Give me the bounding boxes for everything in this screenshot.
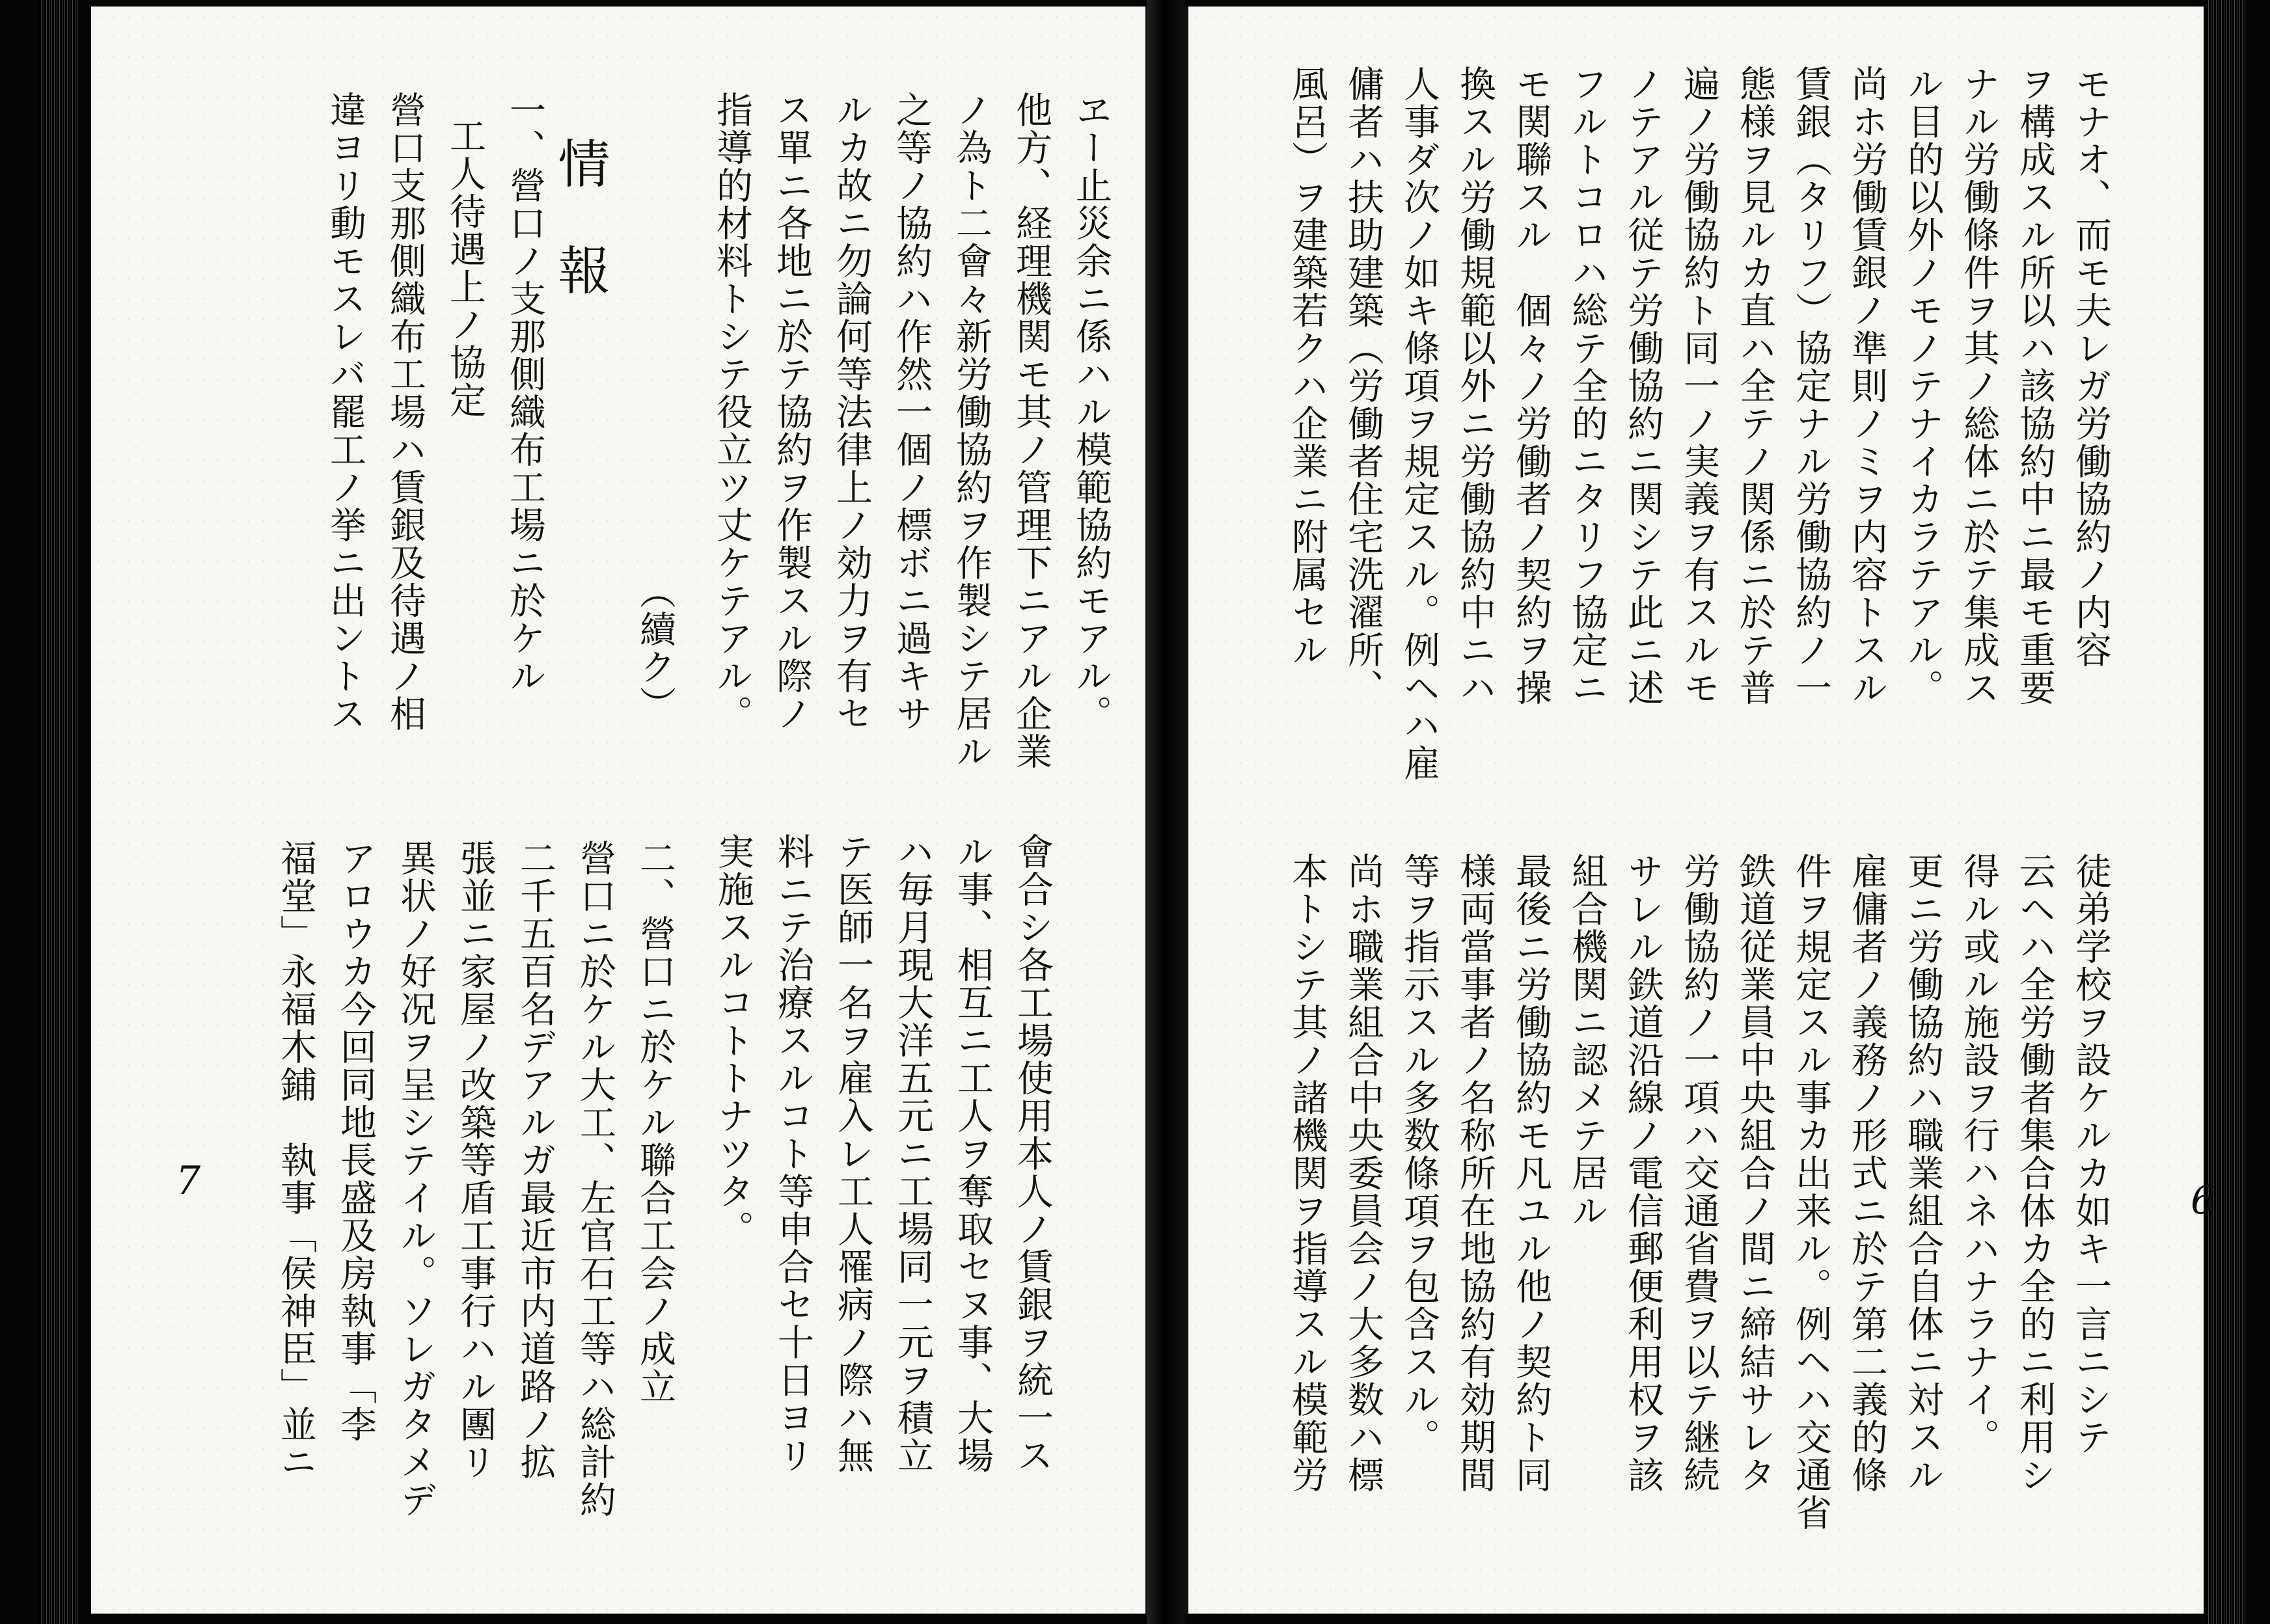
left-bottom-col-5: 料ニテ治療スルコト等申合セ十日ヨリ — [772, 833, 814, 1474]
item2-title: 二、營口ニ於ケル聯合工会ノ成立 — [634, 839, 676, 1405]
item1-title-a: 一、營口ノ支那側織布工場ニ於ケル — [504, 91, 546, 695]
left-top-col-4: 之等ノ協約ハ作然一個ノ標ボニ過キサ — [890, 91, 933, 733]
right-top-col-10: フルトコロハ総テ全的ニタリフ協定ニ — [1566, 65, 1608, 707]
left-bottom-col-3: ハ毎月現大洋五元ニ工場同一元ヲ積立 — [892, 833, 934, 1474]
right-top-col-15: 風呂）ヲ建築若クハ企業ニ附属セル — [1286, 65, 1328, 669]
left-top-col-2: 他方、経理機関モ其ノ管理下ニアル企業 — [1010, 91, 1052, 770]
right-bottom-col-14: 尚ホ職業組合中央委員会ノ大多数ハ標 — [1342, 852, 1384, 1494]
item2-body-1: 營口ニ於ケル大工、左官石工等ハ総計約 — [574, 839, 616, 1519]
left-top-col-5: ルカ故ニ勿論何等法律上ノ効力ヲ有セ — [830, 91, 873, 733]
right-top-col-6: 賃銀（タリフ）協定ナル労働協約ノ一 — [1790, 65, 1832, 707]
left-bottom-col-6: 実施スルコトトナツタ。 — [712, 833, 754, 1248]
left-page — [91, 7, 1149, 1614]
right-top-col-2: ヲ構成スル所以ハ該協約中ニ最モ重要 — [2014, 65, 2056, 707]
right-top-col-14: 傭者ハ扶助建築（労働者住宅洗濯所、 — [1342, 65, 1384, 707]
right-bottom-col-3: 得ル或ル施設ヲ行ハネハナラナイ。 — [1958, 852, 2000, 1456]
right-bottom-col-10: 組合機関ニ認メテ居ル — [1566, 852, 1608, 1230]
right-bottom-col-9: サレル鉄道沿線ノ電信郵便利用权ヲ該 — [1622, 852, 1664, 1494]
right-bottom-col-4: 更ニ労働協約ハ職業組合自体ニ対スル — [1902, 852, 1944, 1494]
right-top-col-4: ル目的以外ノモノテナイカラテアル。 — [1902, 65, 1944, 707]
right-bottom-col-5: 雇傭者ノ義務ノ形式ニ於テ第二義的條 — [1846, 852, 1888, 1494]
right-top-col-5: 尚ホ労働賃銀ノ準則ノミヲ内容トスル — [1846, 65, 1888, 707]
right-top-col-7: 態様ヲ見ルカ直ハ全テノ関係ニ於テ普 — [1734, 65, 1776, 707]
right-top-col-13: 人事ダ次ノ如キ條項ヲ規定スル。例ヘハ雇 — [1398, 65, 1440, 782]
right-top-col-1: モナオ、而モ夫レガ労働協約ノ内容 — [2070, 65, 2112, 669]
item1-body-1: 營口支那側織布工場ハ賃銀及待遇ノ相 — [384, 91, 426, 733]
right-bottom-col-11: 最後ニ労働協約モ凡ユル他ノ契約ト同 — [1510, 852, 1552, 1494]
item2-body-5: アロウカ今回同地長盛及房執事「李 — [335, 839, 377, 1443]
right-page-number: 6 — [2191, 1178, 2216, 1223]
right-bottom-col-7: 鉄道従業員中央組合ノ間ニ締結サレタ — [1734, 852, 1776, 1494]
left-top-col-3: ノ為ト二會々新労働協約ヲ作製シテ居ル — [950, 91, 992, 770]
continued-note: （續ク） — [634, 573, 676, 724]
left-bottom-col-2: ル事、相互ニ工人ヲ奪取セヌ事、大場 — [951, 833, 994, 1474]
right-bottom-col-2: 云ヘハ全労働者集合体カ全的ニ利用シ — [2014, 852, 2056, 1494]
right-book-edge — [2206, 0, 2245, 1624]
right-bottom-col-12: 様両當事者ノ名称所在地協約有効期間 — [1454, 852, 1496, 1494]
item2-body-6: 福堂」永福木鋪 執事「侯神臣」並ニ — [275, 839, 317, 1481]
right-top-col-3: ナル労働條件ヲ其ノ総体ニ於テ集成ス — [1958, 65, 2000, 707]
right-bottom-col-8: 労働協約ノ一項ハ交通省費ヲ以テ継続 — [1678, 852, 1720, 1494]
right-top-col-8: 遍ノ労働協約ト同一ノ実義ヲ有スルモ — [1678, 65, 1720, 707]
item2-body-4: 異状ノ好况ヲ呈シテイル。ソレガタメデ — [394, 839, 437, 1519]
left-top-col-6: ス單ニ各地ニ於テ協約ヲ作製スル際ノ — [771, 91, 813, 733]
book-gutter — [1147, 0, 1184, 1624]
right-bottom-col-15: 本トシテ其ノ諸機関ヲ指導スル模範労 — [1286, 852, 1328, 1494]
right-bottom-col-13: 等ヲ指示スル多数條項ヲ包含スル。 — [1398, 852, 1440, 1456]
right-bottom-col-1: 徒弟学校ヲ設ケルカ如キ一言ニシテ — [2070, 852, 2112, 1456]
left-top-col-1: ヱー止災余ニ係ハル模範協約モアル。 — [1070, 91, 1112, 733]
left-page-number: 7 — [176, 1158, 201, 1204]
left-bottom-col-1: 會合シ各工場使用本人ノ賃銀ヲ統一ス — [1011, 833, 1054, 1474]
item1-title-b: 工人待遇上ノ協定 — [444, 117, 486, 419]
right-page — [1184, 7, 2216, 1614]
item1-body-2: 違ヨリ動モスレバ罷工ノ挙ニ出ントス — [324, 91, 366, 733]
left-bottom-col-4: テ医師一名ヲ雇入レ工人罹病ノ際ハ無 — [832, 833, 874, 1474]
item2-body-3: 張並ニ家屋ノ改築等盾工事行ハル團リ — [454, 839, 497, 1481]
left-book-edge — [39, 0, 78, 1624]
section-title: 情 報 — [549, 137, 610, 297]
right-top-col-11: モ関聯スル 個々ノ労働者ノ契約ヲ操 — [1510, 65, 1552, 707]
right-top-col-12: 換スル労働規範以外ニ労働協約中ニハ — [1454, 65, 1496, 707]
item2-body-2: 二千五百名デアルガ最近市内道路ノ拡 — [514, 839, 556, 1481]
left-top-col-7: 指導的材料トシテ役立ツ丈ケテアル。 — [711, 91, 753, 733]
right-top-col-9: ノテアル従テ労働協約ニ関シテ此ニ述 — [1622, 65, 1664, 707]
right-bottom-col-6: 件ヲ規定スル事カ出来ル。例ヘハ交通省 — [1790, 852, 1832, 1532]
